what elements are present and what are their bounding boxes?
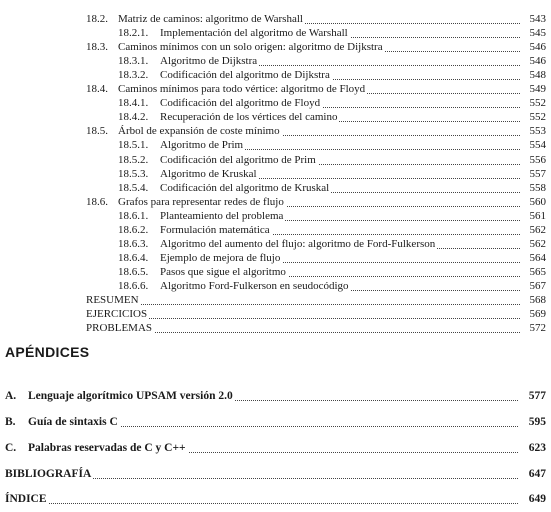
toc-entry-title: Codificación del algoritmo de Prim: [160, 153, 316, 166]
appendix-entry-title: Palabras reservadas de C y C++: [28, 442, 186, 454]
toc-entry-number: 18.6.1.: [118, 209, 149, 222]
toc-entry-page: 554: [529, 139, 546, 152]
appendix-entry-page: 647: [528, 468, 546, 480]
toc-entry-page: 564: [529, 251, 546, 264]
appendix-heading: APÉNDICES: [5, 344, 90, 360]
toc-entry-number: 18.4.: [86, 83, 108, 96]
toc-entry-title: Algoritmo de Dijkstra: [160, 55, 258, 68]
toc-entry-page: 572: [529, 322, 546, 335]
toc-entry-title: Caminos mínimos para todo vértice: algoritmo de Floyd: [118, 83, 366, 96]
toc-entry-page: 562: [529, 237, 546, 250]
dot-leader: [86, 304, 520, 319]
toc-entry-number: 18.6.5.: [118, 265, 149, 278]
toc-entry-number: 18.3.1.: [118, 55, 149, 68]
toc-entry-number: 18.6.4.: [118, 251, 149, 264]
appendix-entry-page: 577: [528, 390, 546, 402]
appendix-entry-page: 649: [528, 493, 546, 505]
toc-entry-title: Formulación matemática: [160, 223, 270, 236]
toc-entry-number: 18.6.2.: [118, 223, 149, 236]
toc-entry-title: PROBLEMAS: [86, 322, 153, 335]
appendix-entry-title: BIBLIOGRAFÍA: [5, 468, 92, 480]
toc-entry-title: Algoritmo de Kruskal: [160, 167, 257, 180]
toc-entry-number: 18.5.1.: [118, 139, 149, 152]
toc-entry-page: 567: [529, 279, 546, 292]
toc-entry-number: 18.6.6.: [118, 279, 149, 292]
toc-entry-page: 543: [529, 13, 546, 25]
appendix-entry[interactable]: [5, 491, 546, 507]
toc-entry-title: Codificación del algoritmo de Floyd: [160, 97, 321, 110]
toc-entry-title: Algoritmo de Prim: [160, 139, 244, 152]
appendix-entry-letter: B.: [5, 416, 16, 428]
toc-entry[interactable]: [86, 321, 546, 335]
toc-entry-page: 552: [529, 97, 546, 110]
dot-leader: [5, 487, 518, 504]
toc-entry-page: 545: [529, 27, 546, 40]
toc-entry-number: 18.4.1.: [118, 97, 149, 110]
toc-entry-number: 18.4.2.: [118, 111, 149, 124]
toc-entry-number: 18.2.: [86, 13, 108, 25]
toc-entry-title: Grafos para representar redes de flujo: [118, 195, 284, 208]
toc-entry-number: 18.5.3.: [118, 167, 149, 180]
toc-entry-title: Planteamiento del problema: [160, 209, 284, 222]
toc-entry-page: 546: [529, 55, 546, 68]
toc-entry-page: 569: [529, 308, 546, 321]
toc-entry-number: 18.6.: [86, 195, 108, 208]
toc-entry-number: 18.6.3.: [118, 237, 149, 250]
toc-entry-page: 556: [529, 153, 546, 166]
toc-entry-number: 18.5.: [86, 125, 108, 138]
toc-entry-page: 552: [529, 111, 546, 124]
appendix-entry-page: 595: [528, 416, 546, 428]
toc-entry-page: 560: [529, 195, 546, 208]
toc-entry-page: 546: [529, 41, 546, 54]
toc-entry-title: Algoritmo del aumento del flujo: algoritmo de Ford-Fulkerson: [160, 237, 436, 250]
toc-entry-title: RESUMEN: [86, 294, 139, 306]
appendix-entry-page: 623: [528, 442, 546, 454]
toc-entry-title: Codificación del algoritmo de Kruskal: [160, 181, 330, 194]
toc-entry-number: 18.5.4.: [118, 181, 149, 194]
appendix-entry[interactable]: [5, 388, 546, 404]
toc-entry-title: Implementación del algoritmo de Warshall: [160, 27, 348, 40]
appendix-entry-letter: A.: [5, 390, 17, 402]
appendix-entry[interactable]: [5, 466, 546, 482]
appendix-entry[interactable]: [5, 440, 546, 456]
appendix-entry-title: Lenguaje algorítmico UPSAM versión 2.0: [28, 390, 233, 402]
toc-entry-page: 557: [529, 167, 546, 180]
toc-entry-number: 18.2.1.: [118, 27, 149, 40]
appendix-entry-letter: C.: [5, 442, 17, 454]
toc-entry-page: 561: [529, 209, 546, 222]
toc-entry-title: Matriz de caminos: algoritmo de Warshall: [118, 13, 303, 25]
toc-entry-number: 18.5.2.: [118, 153, 149, 166]
toc-entry-title: EJERCICIOS: [86, 308, 148, 321]
toc-entry-number: 18.3.2.: [118, 69, 149, 82]
appendix-entry-title: Guía de sintaxis C: [28, 416, 118, 428]
toc-entry-title: Algoritmo Ford-Fulkerson en seudocódigo: [160, 279, 349, 292]
toc-entry-page: 549: [529, 83, 546, 96]
toc-entry-title: Recuperación de los vértices del camino: [160, 111, 338, 124]
toc-entry-number: 18.3.: [86, 41, 108, 54]
toc-entry-page: 548: [529, 69, 546, 82]
toc-entry-page: 568: [529, 294, 546, 306]
toc-entry-title: Caminos mínimos con un solo origen: algoritmo de Dijkstra: [118, 41, 383, 54]
toc-entry-page: 558: [529, 181, 546, 194]
toc-entry-title: Ejemplo de mejora de flujo: [160, 251, 281, 264]
toc-entry-title: Árbol de expansión de coste mínimo: [118, 125, 280, 138]
appendix-entry[interactable]: [5, 414, 546, 430]
toc-entry-page: 565: [529, 265, 546, 278]
toc-entry-page: 553: [529, 125, 546, 138]
toc-entry-page: 562: [529, 223, 546, 236]
toc-entry-title: Codificación del algoritmo de Dijkstra: [160, 69, 330, 82]
appendix-entry-title: ÍNDICE: [5, 493, 47, 505]
toc-entry-title: Pasos que sigue el algoritmo: [160, 265, 286, 278]
